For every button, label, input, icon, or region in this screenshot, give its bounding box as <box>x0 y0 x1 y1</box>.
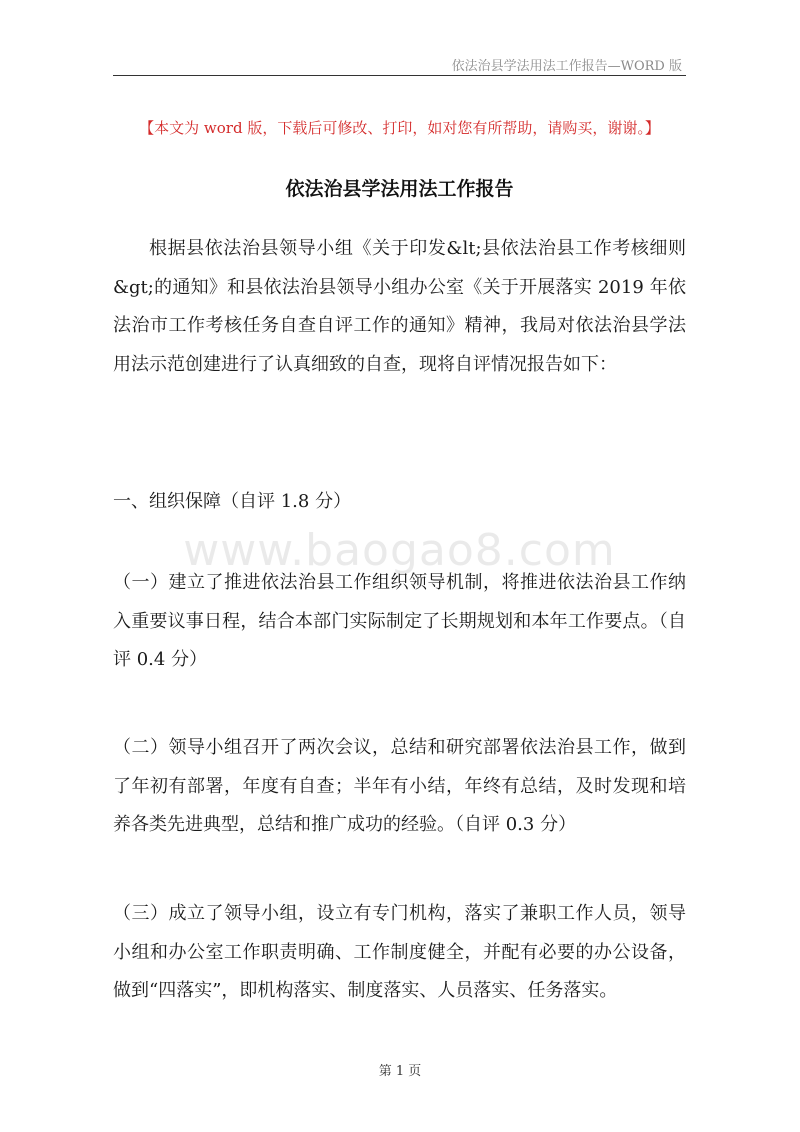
page-number: 第 1 页 <box>378 1064 422 1079</box>
section-heading-organization: 一、组织保障（自评 1.8 分） <box>113 491 352 512</box>
watermark: www.baogao8.com <box>183 525 616 576</box>
paragraph-item-1: （一）建立了推进依法治县工作组织领导机制，将推进依法治县工作纳入重要议事日程，结合本部门实际制定了长期规划和本年工作要点。（自评 0.4 分） <box>113 572 686 671</box>
intro-paragraph: 根据县依法治县领导小组《关于印发&lt;县依法治县工作考核细则&gt;的通知》和县依法治县领导小组办公室《关于开展落实 2019 年依法治市工作考核任务自查自评工作的通知》精神，我局对依法治县学法用法示范创建进行了认真细致的自查，现将自评情况报告如下： <box>113 238 686 376</box>
header-rule <box>113 75 686 76</box>
document-title: 依法治县学法用法工作报告 <box>285 178 514 200</box>
paragraph-item-2: （二）领导小组召开了两次会议，总结和研究部署依法治县工作，做到了年初有部署，年度有自查；半年有小结，年终有总结，及时发现和培养各类先进典型，总结和推广成功的经验。（自评 0.3 分） <box>113 737 686 836</box>
paragraph-item-3: （三）成立了领导小组，设立有专门机构，落实了兼职工作人员，领导小组和办公室工作职责明确、工作制度健全，并配有必要的办公设备，做到“四落实”，即机构落实、制度落实、人员落实、任务落实。 <box>113 903 686 1002</box>
running-header: 依法治县学法用法工作报告—WORD 版 <box>451 59 682 74</box>
purchase-notice: 【本文为 word 版，下载后可修改、打印，如对您有所帮助，请购买，谢谢。】 <box>139 119 660 137</box>
